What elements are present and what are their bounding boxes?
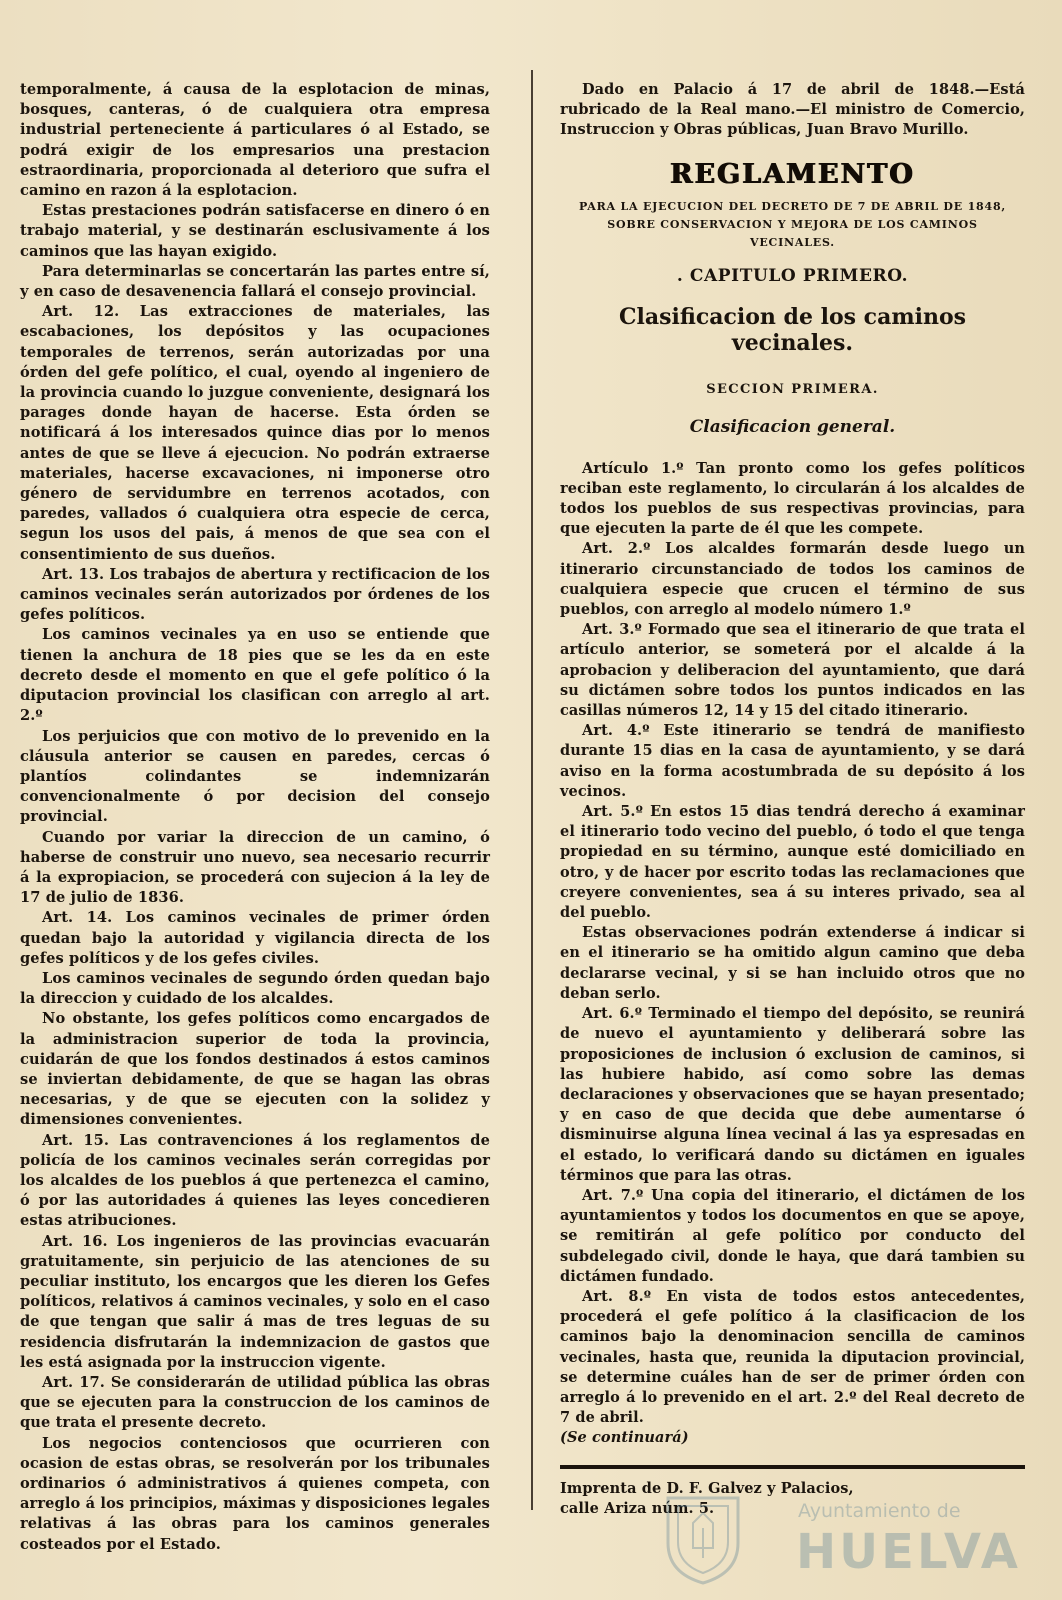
left-paragraph: No obstante, los gefes políticos como encargados de la administracion superior de toda la provincia, cuidarán de que los fondos destinados á estos caminos se inviertan debidamente, de que se hagan las obras necesarias, y de que se ejecuten con la solidez y dimensiones convenientes. <box>20 1010 490 1129</box>
article-6: Art. 6.º Terminado el tiempo del depósito, se reunirá de nuevo el ayuntamiento y deliberará sobre las proposiciones de inclusion ó exclusion de caminos, si las hubiere habido, así como sobre las demas declaraciones y observaciones que se hayan presentado; y en caso de que decida que debe aumentarse ó disminuirse alguna línea vecinal á las ya espresadas en el estado, lo verificará dando su dictámen en iguales términos que para las otras. <box>560 1005 1025 1184</box>
subtitle-line: PARA LA EJECUCION DEL DECRETO DE 7 DE ABRIL DE 1848, <box>578 199 1007 213</box>
left-article-17: Art. 17. Se considerarán de utilidad pública las obras que se ejecuten para la construccion de los caminos de que trata el presente decreto. <box>20 1374 490 1432</box>
section-title: Clasificacion general. <box>689 416 896 437</box>
right-column <box>560 80 1025 1519</box>
watermark-line2: HUELVA <box>796 1524 1021 1580</box>
subtitle-line: SOBRE CONSERVACION Y MEJORA DE LOS CAMINOS <box>607 217 978 231</box>
left-paragraph: Los perjuicios que con motivo de lo prevenido en la cláusula anterior se causen en paredes, cercas ó plantíos colindantes se indemnizarán convencionalmente ó por decision del consejo provincial. <box>20 727 490 826</box>
left-paragraph: Para determinarlas se concertarán las partes entre sí, y en caso de desavenencia fallará el consejo provincial. <box>20 262 490 301</box>
given-at-palace: Dado en Palacio á 17 de abril de 1848.—Está rubricado de la Real mano.—El ministro de Comercio, Instruccion y Obras públicas, Juan Bravo Murillo. <box>560 81 1025 139</box>
article-2: Art. 2.º Los alcaldes formarán desde luego un itinerario circunstanciado de todos los caminos de cualquiera especie que crucen el término de sus pueblos, con arreglo al modelo número 1.º <box>560 540 1025 619</box>
chapter-heading: . CAPITULO PRIMERO. <box>676 265 909 286</box>
left-paragraph: temporalmente, á causa de la esplotacion de minas, bosques, canteras, ó de cualquiera otra empresa industrial perteneciente á particulares ó al Estado, se podrá exigir de los empresarios una prestacion estraordinaria, proporcionada al deterioro que sufra el camino en razon á la esplotacion. <box>20 81 490 200</box>
archive-watermark <box>648 1488 1048 1588</box>
left-paragraph: Los caminos vecinales ya en uso se entiende que tienen la anchura de 18 pies que se les da en este decreto desde el momento en que el gefe político ó la diputacion provincial los clasifican con arreglo al art. 2.º <box>20 626 490 725</box>
left-paragraph: Los negocios contenciosos que ocurrieren con ocasion de estas obras, se resolverán por los tribunales ordinarios ó administrativos á quienes competa, con arreglo á los principios, máximas y disposiciones legales relativas á las obras para los caminos generales costeados por el Estado. <box>20 1434 490 1553</box>
left-paragraph: Los caminos vecinales de segundo órden quedan bajo la direccion y cuidado de los alcaldes. <box>20 969 490 1008</box>
left-article-16: Art. 16. Los ingenieros de las provincias evacuarán gratuitamente, sin perjuicio de las atenciones de su peculiar instituto, los encargos que les dieren los Gefes políticos, relativos á caminos vecinales, y solo en el caso de que tengan que salir á mas de tres leguas de su residencia disfrutarán la indemnizacion de gastos que les está asignada por la instruccion vigente. <box>20 1232 490 1371</box>
reglamento-subtitle <box>560 198 1025 252</box>
left-article-13: Art. 13. Los trabajos de abertura y rectificacion de los caminos vecinales serán autorizados por órdenes de los gefes políticos. <box>20 565 490 624</box>
left-article-14: Art. 14. Los caminos vecinales de primer órden quedan bajo la autoridad y vigilancia directa de los gefes políticos y de los gefes civiles. <box>20 909 490 967</box>
article-4: Art. 4.º Este itinerario se tendrá de manifiesto durante 15 dias en la casa de ayuntamiento, y se dará aviso en la forma acostumbrada de su depósito á los vecinos. <box>560 722 1025 800</box>
continuara-note: (Se continuará) <box>560 1429 689 1447</box>
section-heading: SECCION PRIMERA. <box>706 381 879 397</box>
article-7: Art. 7.º Una copia del itinerario, el dictámen de los ayuntamientos y todos los documentos en que se apoye, se remitirán al gefe político por conducto del subdelegado civil, donde le haya, que dará tambien su dictámen fundado. <box>560 1186 1025 1285</box>
printer-imprint: Imprenta de D. F. Galvez y Palacios, <box>560 1479 854 1497</box>
column-divider <box>531 70 533 1510</box>
subtitle-line: VECINALES. <box>750 235 835 249</box>
chapter-title: Clasificacion de los caminos vecinales. <box>618 303 967 356</box>
article-8: Art. 8.º En vista de todos estos antecedentes, procederá el gefe político á la clasificacion de los caminos bajo la denominacion sencilla de caminos vecinales, hasta que, reunida la diputacion provincial, se determine cuáles han de ser de primer órden con arreglo á lo prevenido en el art. 2.º del Real decreto de 7 de abril. <box>560 1287 1025 1427</box>
footer-rule <box>560 1465 1025 1469</box>
left-paragraph: Cuando por variar la direccion de un camino, ó haberse de construir uno nuevo, sea necesario recurrir á la expropiacion, se procederá con sujecion á la ley de 17 de julio de 1836. <box>20 828 490 907</box>
left-column <box>20 80 490 1555</box>
reglamento-title: REGLAMENTO <box>670 158 915 190</box>
article-3: Art. 3.º Formado que sea el itinerario de que trata el artículo anterior, se someterá por el alcalde á la aprobacion y deliberacion del ayuntamiento, que dará su dictámen sobre todos los puntos indicados en las casillas números 12, 14 y 15 del citado itinerario. <box>560 621 1025 720</box>
article-5: Art. 5.º En estos 15 dias tendrá derecho á examinar el itinerario todo vecino del pueblo, ó todo el que tenga propiedad en su término, aunque esté domiciliado en otro, y de hacer por escrito todas las reclamaciones que creyere convenientes, sea á su interes privado, sea al del pueblo. <box>560 803 1025 922</box>
left-paragraph: Estas prestaciones podrán satisfacerse en dinero ó en trabajo material, y se destinarán esclusivamente á los caminos que las hayan exigido. <box>20 202 490 260</box>
article-1: Artículo 1.º Tan pronto como los gefes políticos reciban este reglamento, lo circularán á los alcaldes de todos los pueblos de sus respectivas provincias, para que ejecuten la parte de él que les compete. <box>560 459 1025 538</box>
right-paragraph: Estas observaciones podrán extenderse á indicar si en el itinerario se ha omitido algun camino que deba declararse vecinal, y si se han incluido otros que no deban serlo. <box>560 924 1025 1002</box>
left-article-15: Art. 15. Las contravenciones á los reglamentos de policía de los caminos vecinales serán corregidas por los alcaldes de los pueblos á que pertenezca el camino, ó por las autoridades á quienes las leyes concedieren estas atribuciones. <box>20 1131 490 1230</box>
watermark-line1: Ayuntamiento de <box>798 1500 961 1522</box>
left-article-12: Art. 12. Las extracciones de materiales, las escabaciones, los depósitos y las ocupaciones temporales de terrenos, serán autorizadas por una órden del gefe político, el cual, oyendo al ingeniero de la provincia cuando lo juzgue conveniente, designará los parages donde hayan de hacerse. Esta órden se notificará á los interesados quince dias por lo menos antes de que se lleve á ejecucion. No podrán extraerse materiales, hacerse excavaciones, ni imponerse otro género de servidumbre en terrenos acotados, con paredes, vallados ó cualquiera otra especie de cerca, segun los usos del pais, á menos de que sea con el consentimiento de sus dueños. <box>20 303 490 563</box>
coat-of-arms-icon <box>648 1488 758 1588</box>
printer-address: calle Ariza núm. 5. <box>560 1499 715 1517</box>
